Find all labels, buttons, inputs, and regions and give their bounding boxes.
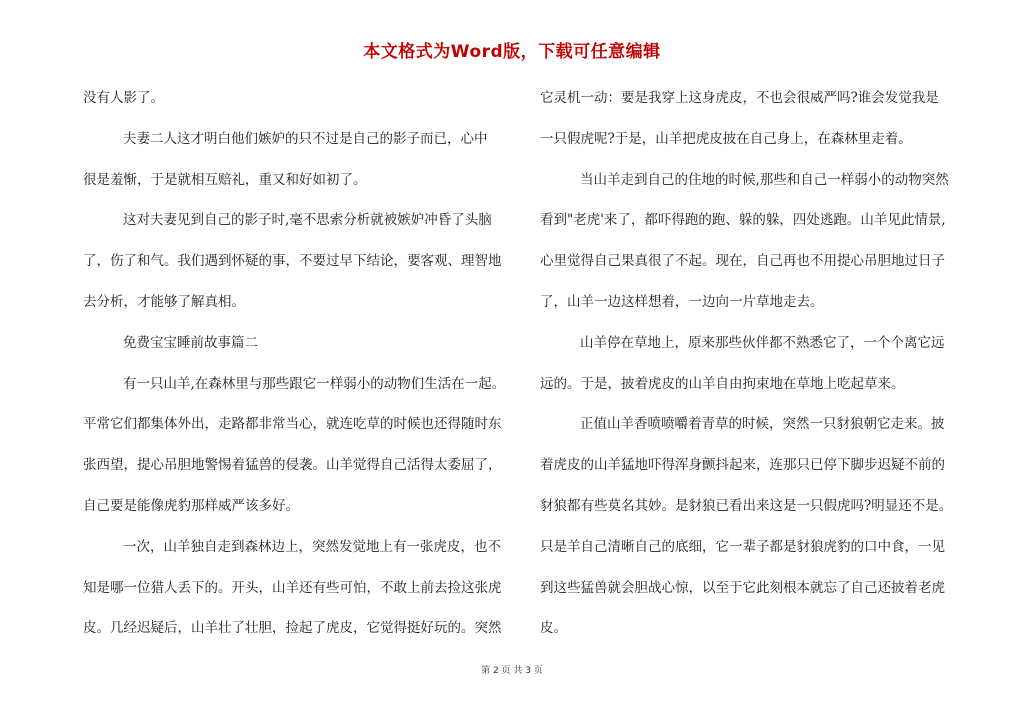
text-line: 张西望，提心吊胆地警惕着猛兽的侵袭。山羊觉得自己活得太委屈了， [83, 457, 502, 474]
text-line: 了，伤了和气。我们遇到怀疑的事，不要过早下结论，要客观、理智地 [83, 253, 502, 270]
right-text-column [540, 78, 965, 649]
text-line: 免费宝宝睡前故事篇二 [123, 334, 258, 351]
text-line: 一只假虎呢?于是，山羊把虎皮披在自己身上，在森林里走着。 [540, 130, 912, 147]
text-line: 皮。几经迟疑后，山羊壮了壮胆，捡起了虎皮，它觉得挺好玩的。突然 [83, 620, 502, 637]
page-number: 第 2 页 共 3 页 [481, 666, 543, 676]
left-text-column [83, 78, 523, 649]
text-line: 很是羞惭，于是就相互赔礼，重又和好如初了。 [83, 171, 367, 188]
text-line: 豺狼都有些莫名其妙。是豺狼已看出来这是一只假虎吗?明显还不是。 [540, 497, 953, 514]
text-line: 看到"老虎'来了，都吓得跑的跑、躲的躲，四处逃跑。山羊见此情景, [540, 212, 946, 229]
text-line: 一次，山羊独自走到森林边上，突然发觉地上有一张虎皮，也不 [123, 538, 501, 555]
text-line: 自己要是能像虎豹那样威严该多好。 [83, 497, 299, 514]
text-line: 皮。 [540, 620, 567, 637]
text-line: 知是哪一位猎人丢下的。开头，山羊还有些可怕，不敢上前去捡这张虎 [83, 579, 502, 596]
text-line: 着虎皮的山羊猛地吓得浑身颤抖起来，连那只已停下脚步迟疑不前的 [540, 457, 945, 474]
text-line: 这对夫妻见到自己的影子时,毫不思索分析就被嫉妒冲昏了头脑 [123, 212, 492, 229]
text-line: 心里觉得自己果真很了不起。现在，自己再也不用提心吊胆地过日子 [540, 253, 945, 270]
text-line: 正值山羊香喷喷嚼着青草的时候，突然一只豺狼朝它走来。披 [580, 416, 945, 433]
text-line: 只是羊自己清晰自己的底细，它一辈子都是豺狼虎豹的口中食，一见 [540, 538, 945, 555]
text-line: 平常它们都集体外出，走路都非常当心，就连吃草的时候也还得随时东 [83, 416, 502, 433]
word-format-notice: 本文格式为Word版，下载可任意编辑 [363, 42, 661, 62]
text-line: 远的。于是，披着虎皮的山羊自由拘束地在草地上吃起草来。 [540, 375, 905, 392]
text-line: 了，山羊一边这样想着，一边向一片草地走去。 [540, 293, 824, 310]
text-line: 它灵机一动：要是我穿上这身虎皮，不也会很威严吗?谁会发觉我是 [540, 90, 939, 106]
text-line: 没有人影了。 [83, 90, 164, 106]
text-line: 去分析，才能够了解真相。 [83, 293, 245, 310]
text-line: 有一只山羊,在森林里与那些跟它一样弱小的动物们生活在一起。 [123, 375, 506, 392]
text-line: 当山羊走到自己的住地的时候,那些和自己一样弱小的动物突然 [580, 171, 949, 188]
text-line: 到这些猛兽就会胆战心惊，以至于它此刻根本就忘了自己还披着老虎 [540, 579, 945, 596]
text-line: 山羊停在草地上，原来那些伙伴都不熟悉它了，一个个离它远 [580, 334, 945, 351]
text-line: 夫妻二人这才明白他们嫉妒的只不过是自己的影子而已，心中 [123, 130, 488, 147]
